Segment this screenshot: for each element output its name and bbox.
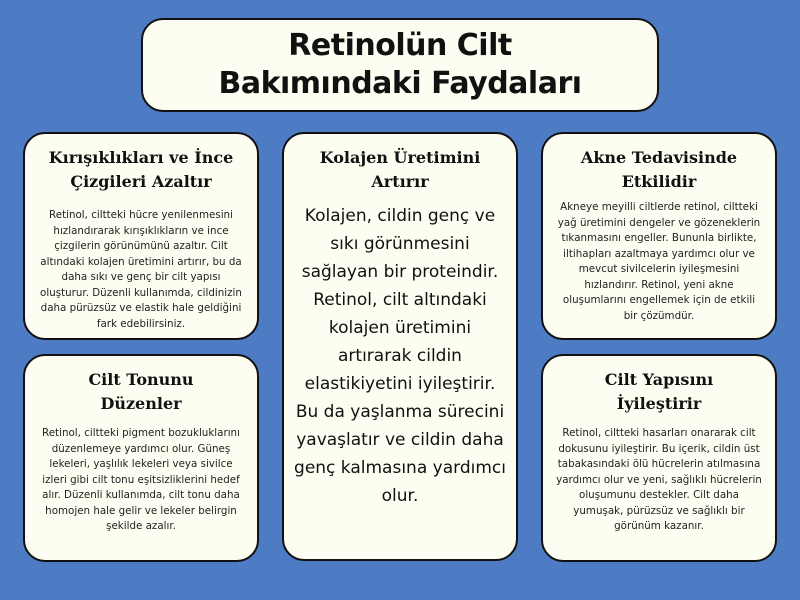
card-wrinkles	[23, 132, 259, 340]
card-heading-line2: Artırır	[371, 172, 429, 191]
page-title	[218, 27, 581, 103]
card-heading-line2: İyileştirir	[616, 394, 702, 413]
page-title-line2: Bakımındaki Faydaları	[218, 66, 582, 101]
card-heading-line1: Kolajen Üretimini	[319, 148, 481, 167]
card-heading-line2: Etkilidir	[621, 172, 697, 191]
card-acne	[541, 132, 777, 340]
title-box	[141, 18, 659, 112]
card-body: Kolajen, cildin genç ve sıkı görünmesini sağlayan bir proteindir. Retinol, cilt altındaki kolajen üretimini artırarak cildin elastikiyetini iyileştirir. Bu da yaşlanma sürecini yavaşlatır ve cildin daha genç kalmasına yardımcı olur.	[294, 206, 506, 506]
card-heading-line1: Akne Tedavisinde	[580, 148, 738, 167]
card-heading-line1: Cilt Tonunu	[88, 370, 194, 389]
card-heading-line1: Cilt Yapısını	[604, 370, 714, 389]
card-heading	[555, 368, 763, 416]
card-skin-tone	[23, 354, 259, 562]
card-heading	[39, 146, 243, 194]
card-heading-line2: Düzenler	[100, 394, 182, 413]
card-heading	[555, 146, 763, 194]
card-heading-line2: Çizgileri Azaltır	[70, 172, 212, 191]
card-body: Retinol, ciltteki hücre yenilenmesini hızlandırarak kırışıklıkların ve ince çizgilerin görünümünü azaltır. Cilt altındaki kolajen üretimini artırır, bu da daha sıkı ve genç bir cilt yapısı oluşturur. Düzenli kullanımda, cildinizin daha pürüzsüz ve elastik hale geldiğini fark edebilirsiniz.	[40, 209, 242, 330]
page-title-line1: Retinolün Cilt	[288, 28, 512, 63]
card-skin-texture	[541, 354, 777, 562]
card-body: Akneye meyilli ciltlerde retinol, ciltteki yağ üretimini dengeler ve gözeneklerin tıkanmasını engeller. Bununla birlikte, iltihapları azaltmaya yardımcı olur ve mevcut sivilcelerin iyileşmesini hızlandırır. Retinol, yeni akne oluşumlarını engellemek için de etkili bir çözümdür.	[557, 201, 761, 322]
card-heading	[294, 146, 506, 194]
card-collagen	[282, 132, 518, 561]
card-body: Retinol, ciltteki hasarları onararak cilt dokusunu iyileştirir. Bu içerik, cildin üst tabakasındaki ölü hücrelerin atılmasına yardımcı olur ve yeni, sağlıklı hücrelerin oluşumunu destekler. Cilt daha yumuşak, pürüzsüz ve sağlıklı bir görünüm kazanır.	[556, 427, 762, 532]
card-heading-line1: Kırışıklıkları ve İnce	[48, 148, 234, 167]
card-heading	[37, 368, 245, 416]
card-body: Retinol, ciltteki pigment bozukluklarını düzenlemeye yardımcı olur. Güneş lekeleri, yaşlılık lekeleri veya sivilce izleri gibi cilt tonu eşitsizliklerini hedef alır. Düzenli kullanımda, cilt tonu daha homojen hale gelir ve lekeler belirgin şekilde azalır.	[42, 427, 240, 532]
